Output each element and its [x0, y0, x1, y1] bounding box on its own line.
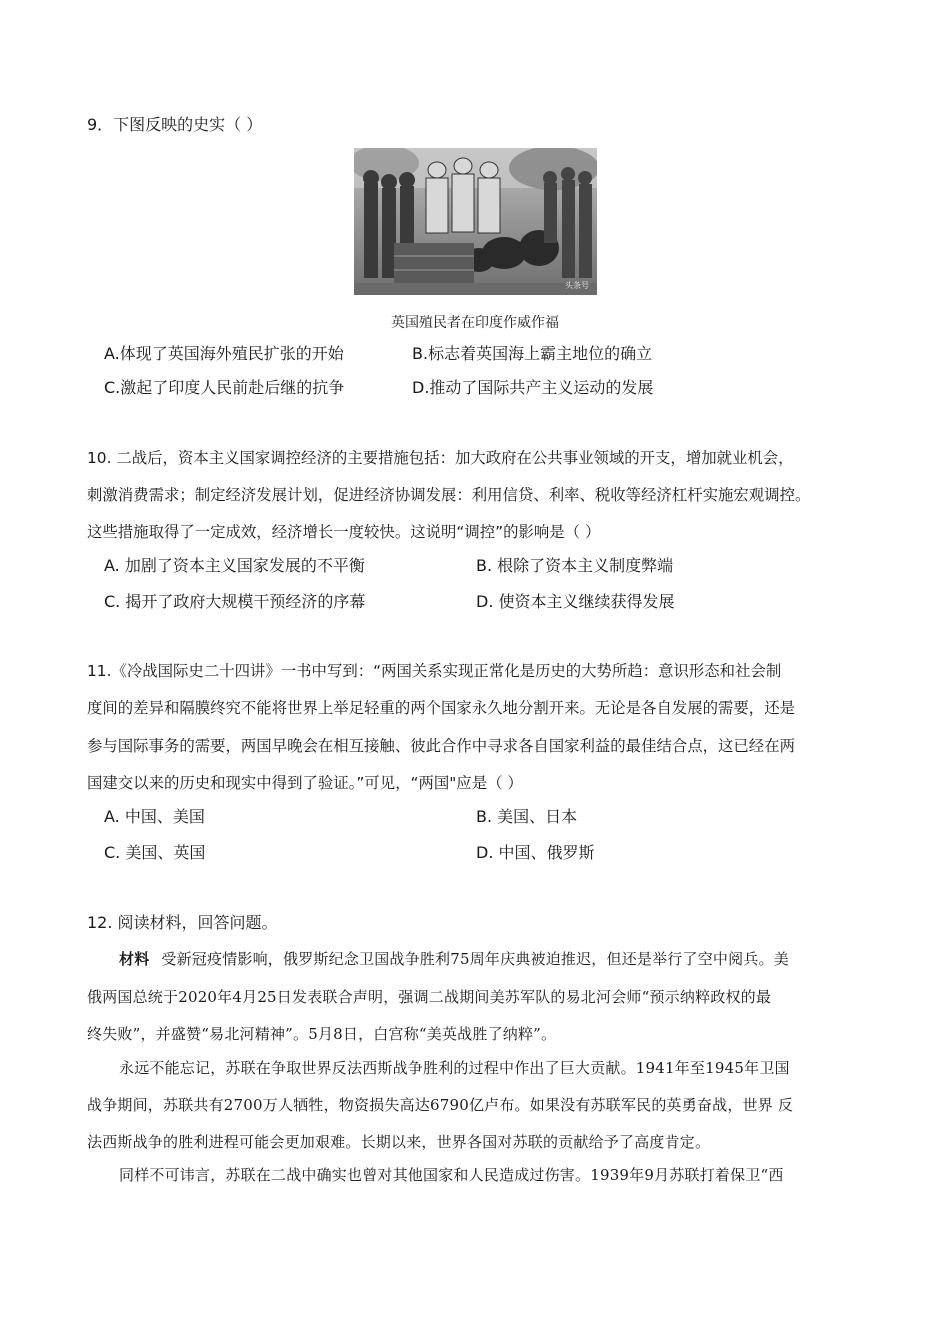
q9-option-a[interactable]: A.体现了英国海外殖民扩张的开始 — [104, 344, 344, 363]
q10-option-a[interactable]: A. 加剧了资本主义国家发展的不平衡 — [104, 556, 365, 575]
q10-option-d[interactable]: D. 使资本主义继续获得发展 — [476, 592, 675, 611]
q11-line-3: 参与国际事务的需要，两国早晚会在相互接触、彼此合作中寻求各自国家利益的最佳结合点，这已经在两 — [87, 737, 795, 755]
q12-material-text-1: 受新冠疫情影响，俄罗斯纪念卫国战争胜利75周年庆典被迫推迟，但还是举行了空中阅兵。美 — [161, 950, 789, 968]
q12-material-line-2: 俄两国总统于2020年4月25日发表联合声明，强调二战期间美苏军队的易北河会师“预示纳粹政权的最 — [87, 988, 772, 1006]
q10-option-c[interactable]: C. 揭开了政府大规模干预经济的序幕 — [104, 592, 366, 611]
q11-option-a[interactable]: A. 中国、美国 — [104, 807, 205, 826]
q10-line-1: 10. 二战后，资本主义国家调控经济的主要措施包括：加大政府在公共事业领域的开支，增加就业机会， — [87, 449, 794, 467]
material-label: 材料 — [119, 950, 150, 968]
q11-option-c[interactable]: C. 美国、英国 — [104, 843, 206, 862]
q12-material-line-5: 战争期间，苏联共有2700万人牺牲，物资损失高达6790亿卢布。如果没有苏联军民的英勇奋战，世界 反 — [87, 1096, 794, 1114]
q12-material-line-4: 永远不能忘记，苏联在争取世界反法西斯战争胜利的过程中作出了巨大贡献。1941年至1945年卫国 — [119, 1059, 790, 1077]
q10-line-3: 这些措施取得了一定成效，经济增长一度较快。这说明“调控”的影响是（ ） — [87, 523, 601, 541]
q11-line-4: 国建交以来的历史和现实中得到了验证。”可见，“两国"应是（ ） — [87, 774, 523, 792]
q10-line-2: 刺激消费需求；制定经济发展计划，促进经济协调发展：利用信贷、利率、税收等经济杠杆实施宏观调控。 — [87, 486, 811, 504]
q12-material-line-7: 同样不可讳言，苏联在二战中确实也曾对其他国家和人民造成过伤害。1939年9月苏联打着保卫“西 — [119, 1166, 784, 1184]
q12-stem: 12. 阅读材料，回答问题。 — [87, 913, 278, 932]
q10-option-b[interactable]: B. 根除了资本主义制度弊端 — [476, 556, 674, 575]
historical-photo — [354, 148, 597, 295]
q12-material-line-6: 法西斯战争的胜利进程可能会更加艰难。长期以来，世界各国对苏联的贡献给予了高度肯定。 — [87, 1133, 711, 1151]
q11-line-1: 11.《冷战国际史二十四讲》一书中写到：“两国关系实现正常化是历史的大势所趋：意识形态和社会制 — [87, 662, 782, 680]
photo-caption: 英国殖民者在印度作威作福 — [391, 315, 559, 331]
q12-material-line-3: 终失败”，并盛赞“易北河精神”。5月8日，白宫称“美英战胜了纳粹”。 — [87, 1025, 557, 1043]
photo-watermark: 头条号 — [565, 281, 589, 290]
q11-option-b[interactable]: B. 美国、日本 — [476, 807, 578, 826]
photo-illustration — [354, 148, 597, 295]
q9-option-c[interactable]: C.激起了印度人民前赴后继的抗争 — [104, 378, 345, 397]
q11-line-2: 度间的差异和隔膜终究不能将世界上举足轻重的两个国家永久地分割开来。无论是各自发展的需要，还是 — [87, 699, 795, 717]
q11-option-d[interactable]: D. 中国、俄罗斯 — [476, 843, 595, 862]
q9-option-b[interactable]: B.标志着英国海上霸主地位的确立 — [412, 344, 653, 363]
q9-option-d[interactable]: D.推动了国际共产主义运动的发展 — [412, 378, 654, 397]
q12-material-line-1 — [119, 949, 789, 969]
q9-stem: 9．下图反映的史实（ ） — [87, 115, 263, 134]
